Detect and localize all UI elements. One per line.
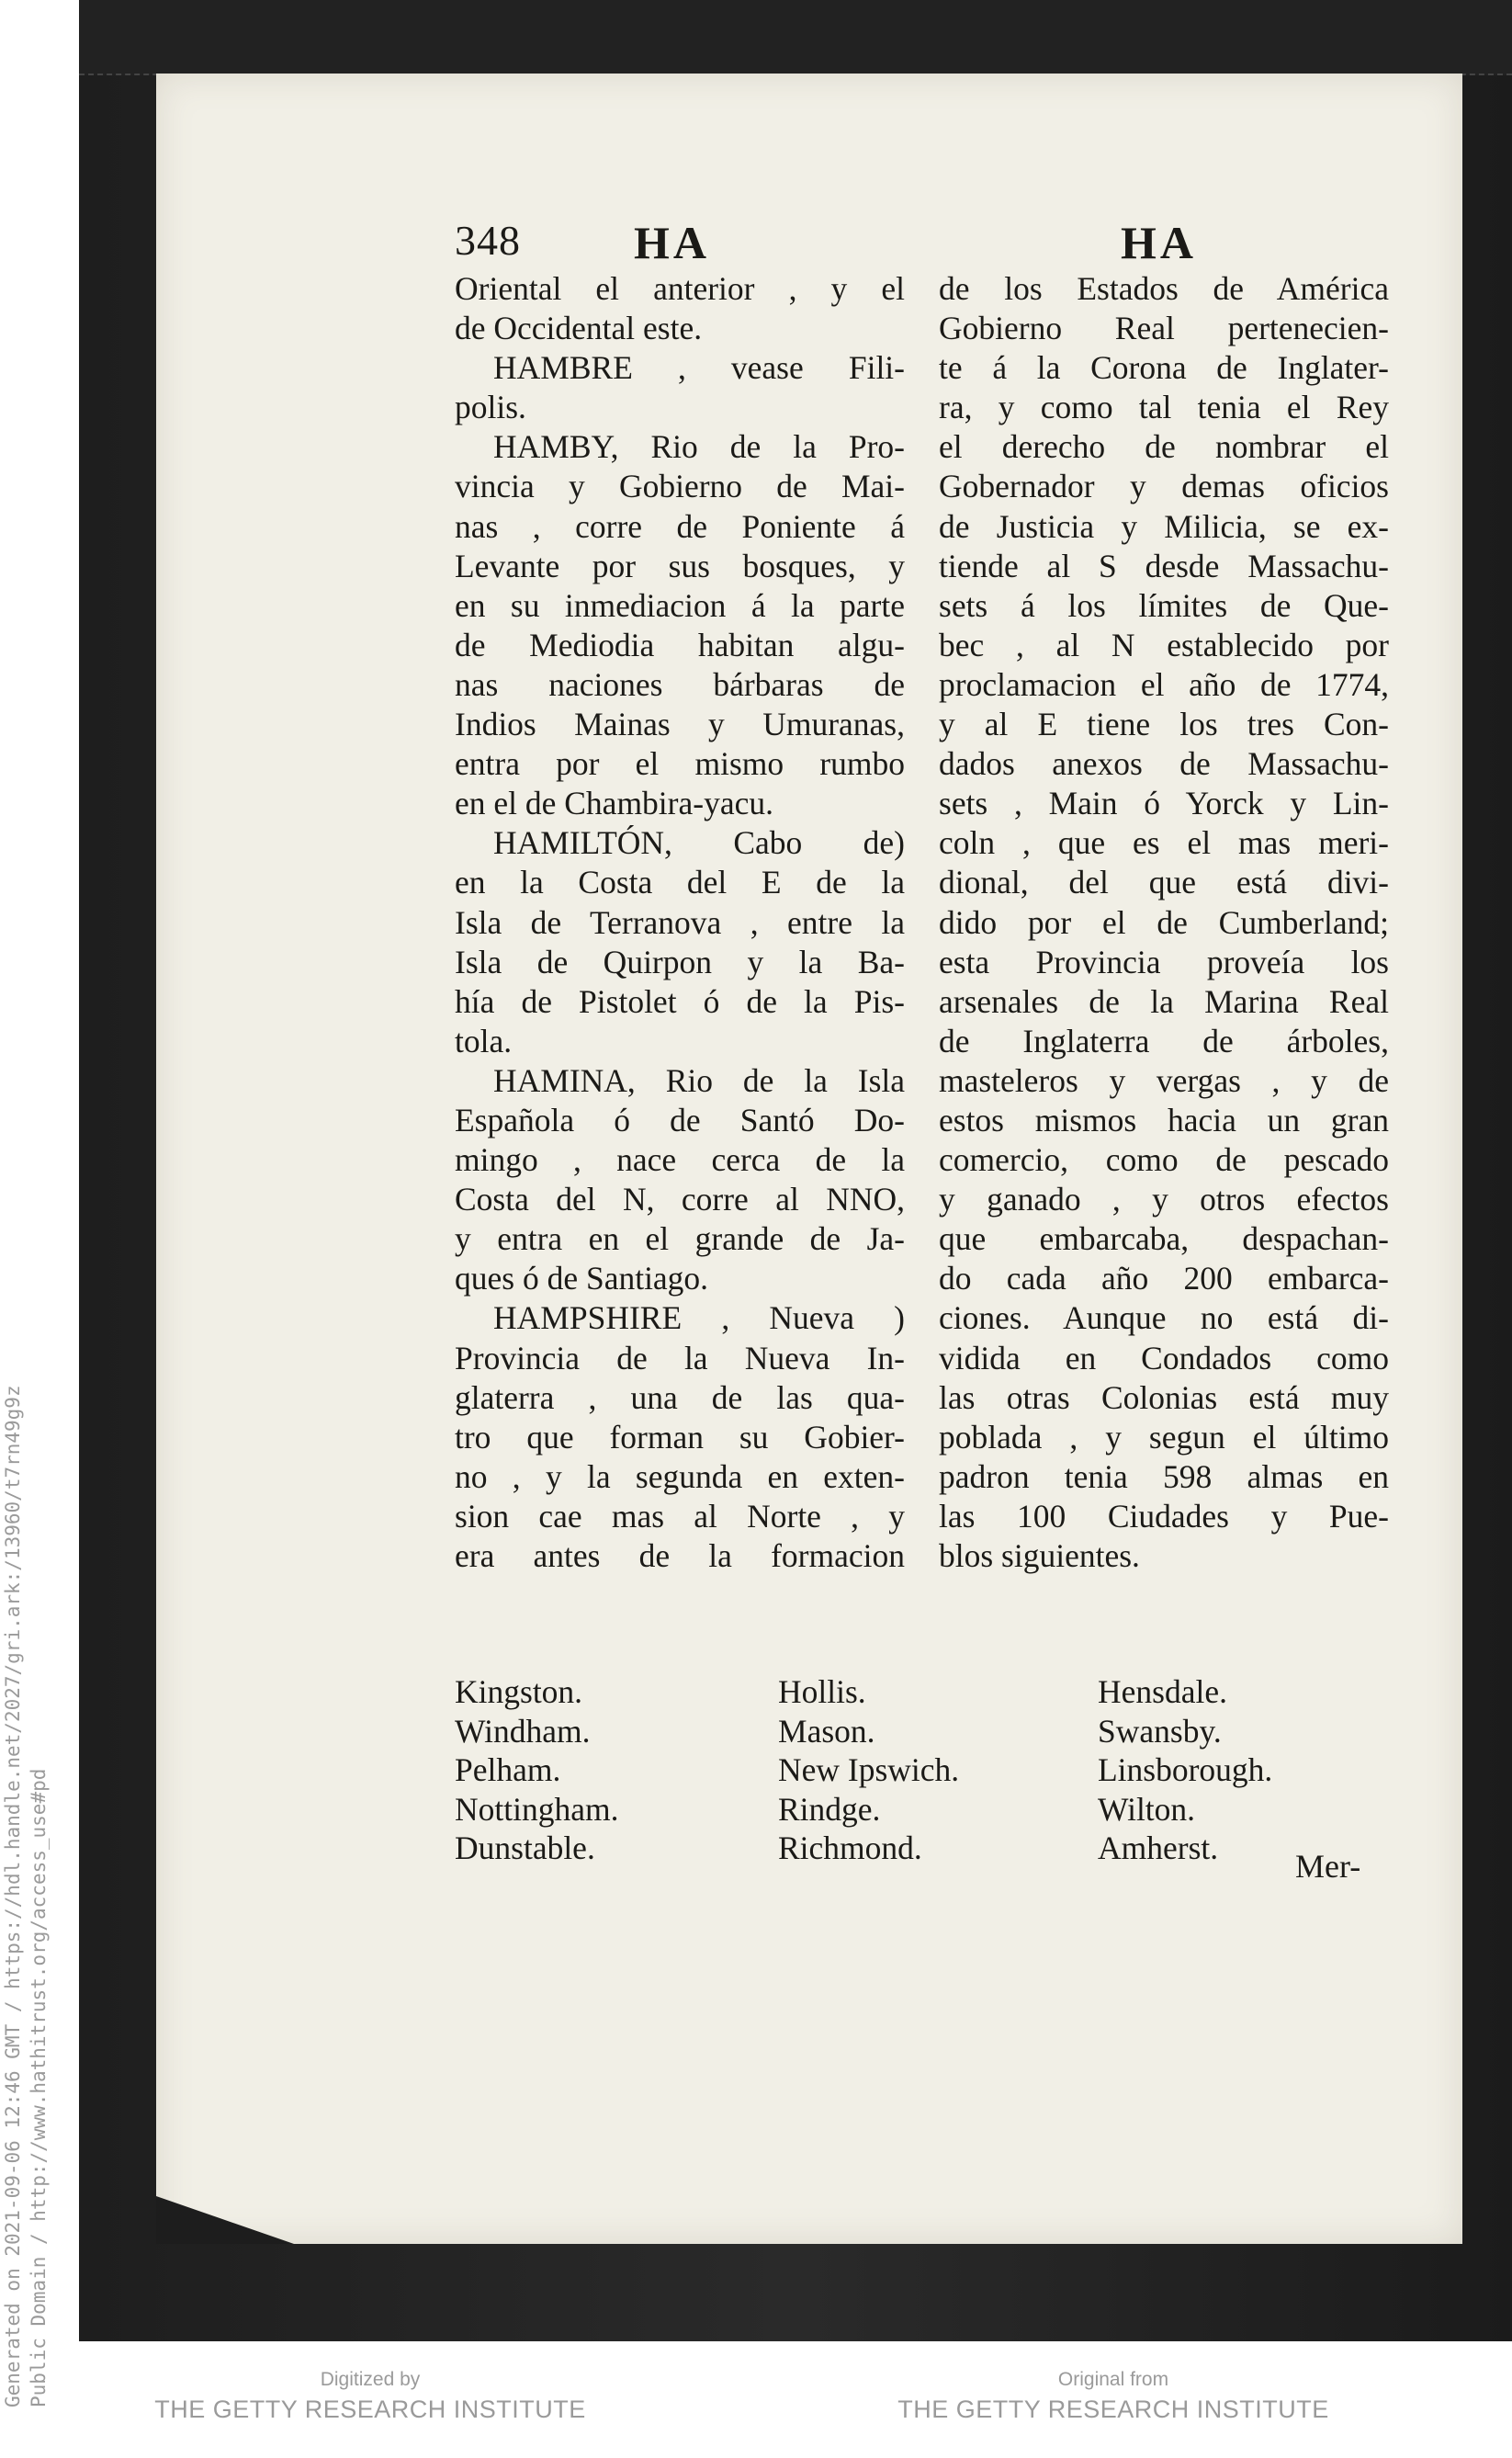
left-column-line: nas , corre de Poniente á [455, 507, 905, 545]
right-column-line: sets á los límites de Que- [939, 586, 1389, 624]
right-column-line: proclamacion el año de 1774, [939, 665, 1389, 703]
watermark-line-2: Public Domain / http://www.hathitrust.org/access_use#pd [28, 1768, 50, 2407]
left-column-line: de Mediodia habitan algu- [455, 626, 905, 663]
page-number: 348 [455, 217, 521, 264]
access-watermark [0, 1213, 51, 2407]
right-column-line: poblada , y segun el último [939, 1418, 1389, 1456]
right-column-line: bec , al N establecido por [939, 626, 1389, 663]
right-column-line: tiende al S desde Massachu- [939, 547, 1389, 584]
watermark-line-1: Generated on 2021-09-06 12:46 GMT / https://hdl.handle.net/2027/gri.ark:/13960/t7rn49g9z [2, 1385, 24, 2407]
left-column-line: polis. [455, 389, 526, 426]
right-column-line: blos siguientes. [939, 1537, 1140, 1574]
right-column-line: de Justicia y Milicia, se ex- [939, 507, 1389, 545]
left-column-line: HAMINA, Rio de la Isla [493, 1061, 905, 1099]
left-column-line: glaterra , una de las qua- [455, 1378, 905, 1416]
left-column-line: Isla de Terranova , entre la [455, 903, 905, 941]
right-column-line: dido por el de Cumberland; [939, 903, 1389, 941]
scanner-top-edge [79, 0, 1512, 75]
place-list-column-2 [778, 1672, 959, 1868]
footer-digitized-by [95, 2366, 646, 2425]
right-column-line: ra, y como tal tenia el Rey [939, 389, 1389, 426]
left-column-line: era antes de la formacion [455, 1537, 905, 1574]
place-name: Pelham. [455, 1751, 561, 1788]
right-column-line: padron tenia 598 almas en [939, 1457, 1389, 1495]
place-list-column-3 [1098, 1672, 1272, 1868]
place-name: Windham. [455, 1712, 591, 1750]
right-column-line: coln , que es el mas meri- [939, 824, 1389, 862]
right-column-line: de los Estados de América [939, 270, 1389, 307]
right-column-line: dados anexos de Massachu- [939, 745, 1389, 783]
left-column-line: mingo , nace cerca de la [455, 1141, 905, 1179]
place-name: Linsborough. [1098, 1751, 1273, 1788]
right-column-line: Gobierno Real pertenecien- [939, 310, 1389, 347]
left-column-line: Provincia de la Nueva In- [455, 1339, 905, 1376]
footer-original-from [838, 2366, 1389, 2425]
left-column-line: en el de Chambira-yacu. [455, 785, 773, 822]
left-column-line: HAMILTÓN, Cabo de) [493, 824, 905, 862]
place-name: New Ipswich. [778, 1751, 960, 1788]
left-column-line: Costa del N, corre al NNO, [455, 1181, 905, 1218]
right-column-line: el derecho de nombrar el [939, 428, 1389, 466]
left-column-line: tro que forman su Gobier- [455, 1418, 905, 1456]
footer-right-caption: Original from [1057, 2369, 1169, 2390]
left-column-line: en su inmediacion á la parte [455, 586, 905, 624]
right-column-line: estos mismos hacia un gran [939, 1101, 1389, 1138]
right-column-line: te á la Corona de Inglater- [939, 349, 1389, 387]
right-column-line: Gobernador y demas oficios [939, 468, 1389, 505]
left-column-line: en la Costa del E de la [455, 864, 905, 901]
left-text-column [455, 269, 905, 1576]
place-name: Rindge. [778, 1790, 881, 1828]
place-name: Amherst. [1098, 1829, 1219, 1866]
left-column-line: entra por el mismo rumbo [455, 745, 905, 783]
place-name: Dunstable. [455, 1829, 595, 1866]
footer-left-caption: Digitized by [320, 2369, 421, 2390]
place-list-column-1 [455, 1672, 618, 1868]
page-corner-fold [156, 2196, 294, 2244]
running-head-right: HA [1121, 217, 1197, 268]
right-column-line: esta Provincia proveía los [939, 943, 1389, 980]
running-head [455, 216, 1405, 271]
right-column-line: sets , Main ó Yorck y Lin- [939, 785, 1389, 822]
left-column-line: Española ó de Santó Do- [455, 1101, 905, 1138]
right-column-line: de Inglaterra de árboles, [939, 1022, 1389, 1059]
left-column-line: Levante por sus bosques, y [455, 547, 905, 584]
right-column-line: ciones. Aunque no está di- [939, 1299, 1389, 1337]
catchword: Mer- [1295, 1848, 1361, 1885]
left-column-line: sion cae mas al Norte , y [455, 1497, 905, 1535]
right-column-line: y al E tiene los tres Con- [939, 706, 1389, 743]
right-column-line: masteleros y vergas , y de [939, 1061, 1389, 1099]
right-column-line: comercio, como de pescado [939, 1141, 1389, 1179]
left-column-line: y entra en el grande de Ja- [455, 1220, 905, 1258]
place-name: Mason. [778, 1712, 875, 1750]
left-column-line: ques ó de Santiago. [455, 1260, 709, 1297]
footer-left-institution: THE GETTY RESEARCH INSTITUTE [154, 2396, 586, 2423]
left-column-line: Oriental el anterior , y el [455, 270, 905, 307]
left-column-line: HAMBY, Rio de la Pro- [493, 428, 905, 466]
left-column-line: no , y la segunda en exten- [455, 1457, 905, 1495]
left-column-line: HAMPSHIRE , Nueva ) [493, 1299, 905, 1337]
right-column-line: y ganado , y otros efectos [939, 1181, 1389, 1218]
place-name: Swansby. [1098, 1712, 1222, 1750]
right-column-line: dional, del que está divi- [939, 864, 1389, 901]
right-text-column [939, 269, 1389, 1576]
running-head-left: HA [634, 217, 710, 268]
left-column-line: tola. [455, 1022, 513, 1059]
left-column-line: vincia y Gobierno de Mai- [455, 468, 905, 505]
left-column-line: nas naciones bárbaras de [455, 665, 905, 703]
place-name: Hollis. [778, 1673, 866, 1710]
right-column-line: que embarcaba, despachan- [939, 1220, 1389, 1258]
place-name: Wilton. [1098, 1790, 1196, 1828]
page-content [455, 216, 1405, 1574]
left-column-line: Indios Mainas y Umuranas, [455, 706, 905, 743]
right-column-line: arsenales de la Marina Real [939, 982, 1389, 1020]
left-column-line: HAMBRE , vease Fili- [493, 349, 905, 387]
right-column-line: las otras Colonias está muy [939, 1378, 1389, 1416]
place-name: Kingston. [455, 1673, 583, 1710]
right-column-line: do cada año 200 embarca- [939, 1260, 1389, 1297]
right-column-line: vidida en Condados como [939, 1339, 1389, 1376]
place-name: Richmond. [778, 1829, 922, 1866]
left-column-line: Isla de Quirpon y la Ba- [455, 943, 905, 980]
footer-right-institution: THE GETTY RESEARCH INSTITUTE [897, 2396, 1329, 2423]
place-name: Hensdale. [1098, 1673, 1227, 1710]
right-column-line: las 100 Ciudades y Pue- [939, 1497, 1389, 1535]
left-column-line: hía de Pistolet ó de la Pis- [455, 982, 905, 1020]
place-name: Nottingham. [455, 1790, 619, 1828]
left-column-line: de Occidental este. [455, 310, 703, 347]
